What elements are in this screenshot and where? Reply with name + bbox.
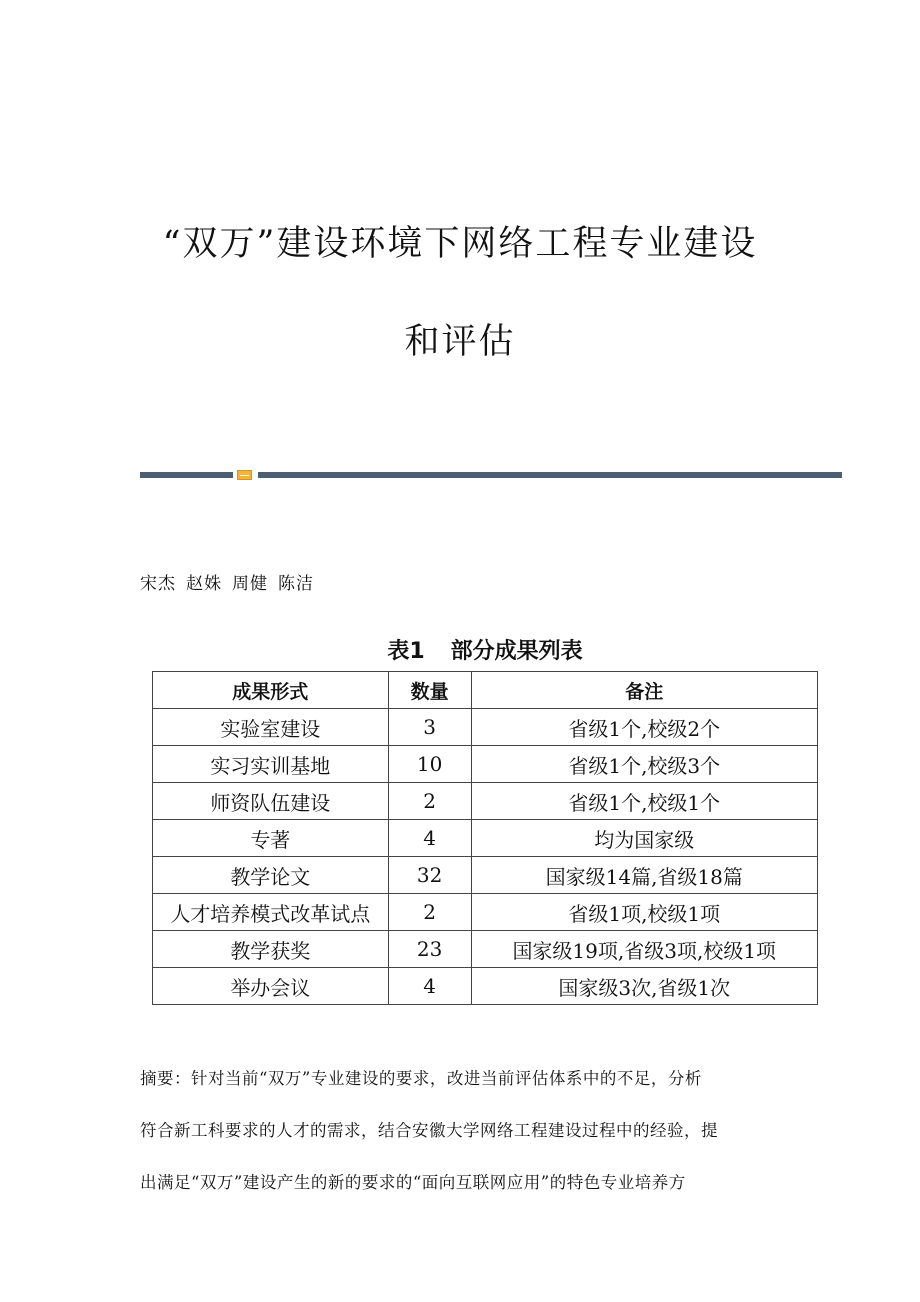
cell-count: 10 <box>388 746 471 783</box>
author-list <box>140 569 324 594</box>
abstract-line: 摘要：针对当前“双万”专业建设的要求，改进当前评估体系中的不足，分析 <box>140 1069 702 1088</box>
author-name: 陈洁 <box>278 574 314 594</box>
table-row <box>153 894 818 931</box>
paper-title-line-2: 和评估 <box>404 322 516 362</box>
cell-note: 省级1个,校级2个 <box>471 709 817 746</box>
table-row <box>153 857 818 894</box>
cell-note: 国家级14篇,省级18篇 <box>471 857 817 894</box>
table-row <box>153 931 818 968</box>
header-count: 数量 <box>388 672 471 709</box>
author-name: 宋杰 <box>140 574 176 594</box>
cell-form: 人才培养模式改革试点 <box>153 894 389 931</box>
cell-form: 教学论文 <box>153 857 389 894</box>
abstract-line: 符合新工科要求的人才的需求，结合安徽大学网络工程建设过程中的经验，提 <box>140 1121 718 1140</box>
paper-title-line-1: “双万”建设环境下网络工程专业建设 <box>162 224 758 264</box>
cell-count: 3 <box>388 709 471 746</box>
table-row <box>153 709 818 746</box>
header-form: 成果形式 <box>153 672 389 709</box>
cell-note: 省级1项,校级1项 <box>471 894 817 931</box>
cell-note: 均为国家级 <box>471 820 817 857</box>
abstract <box>140 1064 780 1220</box>
divider-bar-right <box>258 472 842 478</box>
cell-form: 师资队伍建设 <box>153 783 389 820</box>
cell-count: 23 <box>388 931 471 968</box>
cell-form: 实验室建设 <box>153 709 389 746</box>
cell-form: 实习实训基地 <box>153 746 389 783</box>
cell-count: 2 <box>388 894 471 931</box>
cell-count: 4 <box>388 968 471 1005</box>
table-row <box>153 968 818 1005</box>
cell-note: 省级1个,校级1个 <box>471 783 817 820</box>
table-caption <box>152 634 818 665</box>
table-caption-number: 表1 <box>387 639 425 664</box>
cell-form: 专著 <box>153 820 389 857</box>
cell-note: 国家级3次,省级1次 <box>471 968 817 1005</box>
author-name: 周健 <box>232 574 268 594</box>
results-table <box>152 671 818 1005</box>
author-name: 赵姝 <box>186 574 222 594</box>
cell-form: 举办会议 <box>153 968 389 1005</box>
cell-count: 32 <box>388 857 471 894</box>
cell-count: 2 <box>388 783 471 820</box>
table-row <box>153 746 818 783</box>
header-note: 备注 <box>471 672 817 709</box>
cell-note: 省级1个,校级3个 <box>471 746 817 783</box>
table-header-row <box>153 672 818 709</box>
divider-ornament-icon <box>237 470 252 480</box>
abstract-line: 出满足“双万”建设产生的新的要求的“面向互联网应用”的特色专业培养方 <box>140 1173 686 1192</box>
cell-count: 4 <box>388 820 471 857</box>
title-divider <box>140 470 842 480</box>
cell-note: 国家级19项,省级3项,校级1项 <box>471 931 817 968</box>
table-caption-text: 部分成果列表 <box>450 639 583 664</box>
table-row <box>153 783 818 820</box>
cell-form: 教学获奖 <box>153 931 389 968</box>
table-row <box>153 820 818 857</box>
divider-bar-left <box>140 472 233 478</box>
